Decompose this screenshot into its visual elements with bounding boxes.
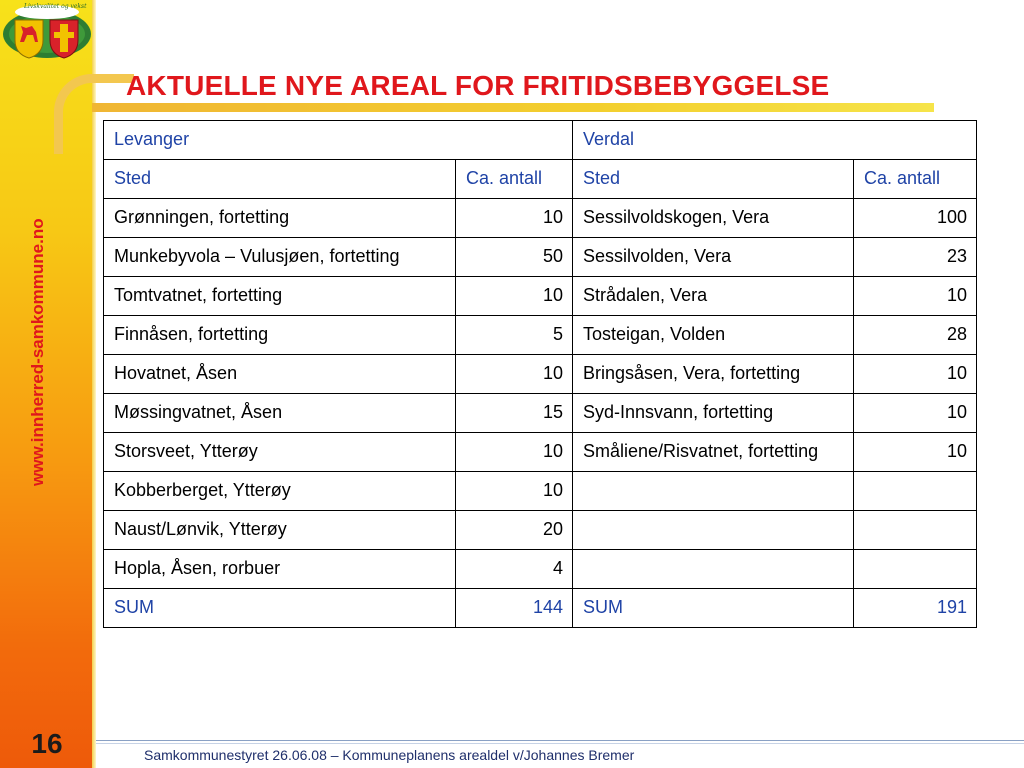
cell-place-left: Munkebyvola – Vulusjøen, fortetting (104, 238, 456, 277)
table-row (104, 238, 977, 277)
cell-count-right: 10 (854, 355, 977, 394)
title-underline (92, 103, 934, 112)
cabin-areas-table (103, 120, 977, 628)
cell-count-right: 100 (854, 199, 977, 238)
header-count-right: Ca. antall (854, 160, 977, 199)
municipality-verdal: Verdal (573, 121, 977, 160)
table-row (104, 316, 977, 355)
cell-place-right (573, 550, 854, 589)
cell-count-right (854, 550, 977, 589)
cell-place-right: Strådalen, Vera (573, 277, 854, 316)
cell-place-right: Småliene/Risvatnet, fortetting (573, 433, 854, 472)
table-row (104, 277, 977, 316)
sum-row (104, 589, 977, 628)
cell-count-right: 10 (854, 433, 977, 472)
cell-count-left: 15 (456, 394, 573, 433)
cell-place-right (573, 511, 854, 550)
cell-count-right: 28 (854, 316, 977, 355)
cell-place-left: Møssingvatnet, Åsen (104, 394, 456, 433)
cell-count-left: 10 (456, 277, 573, 316)
table-row (104, 433, 977, 472)
cell-count-left: 50 (456, 238, 573, 277)
footer-divider (96, 740, 1024, 741)
cell-place-left: Tomtvatnet, fortetting (104, 277, 456, 316)
municipality-header-row (104, 121, 977, 160)
table-row (104, 199, 977, 238)
cell-place-right: Sessilvoldskogen, Vera (573, 199, 854, 238)
cell-count-right (854, 511, 977, 550)
cell-count-left: 4 (456, 550, 573, 589)
footer-divider-secondary (96, 743, 1024, 744)
municipal-logo (2, 2, 92, 60)
cell-place-left: Hopla, Åsen, rorbuer (104, 550, 456, 589)
cell-place-left: Grønningen, fortetting (104, 199, 456, 238)
footer-text: Samkommunestyret 26.06.08 – Kommuneplanens arealdel v/Johannes Bremer (144, 747, 635, 763)
header-count-left: Ca. antall (456, 160, 573, 199)
header-place-right: Sted (573, 160, 854, 199)
sidebar-url: www.innherred-samkommune.no (28, 218, 47, 486)
cell-count-right (854, 472, 977, 511)
cell-place-right: Syd-Innsvann, fortetting (573, 394, 854, 433)
table-row (104, 472, 977, 511)
slide-title: AKTUELLE NYE AREAL FOR FRITIDSBEBYGGELSE (126, 70, 830, 101)
logo-motto: Livskvalitet og vekst (24, 3, 87, 10)
cell-count-right: 10 (854, 277, 977, 316)
cell-count-left: 10 (456, 433, 573, 472)
cell-place-left: Naust/Lønvik, Ytterøy (104, 511, 456, 550)
cell-place-left: Kobberberget, Ytterøy (104, 472, 456, 511)
cell-count-left: 10 (456, 472, 573, 511)
cell-count-left: 5 (456, 316, 573, 355)
cell-count-right: 10 (854, 394, 977, 433)
table-row (104, 550, 977, 589)
table-row (104, 511, 977, 550)
cell-place-right: Bringsåsen, Vera, fortetting (573, 355, 854, 394)
coat-of-arms-icon (2, 2, 92, 60)
sum-value-right: 191 (854, 589, 977, 628)
table-row (104, 394, 977, 433)
cell-place-left: Hovatnet, Åsen (104, 355, 456, 394)
cell-place-right: Sessilvolden, Vera (573, 238, 854, 277)
cell-place-right: Tosteigan, Volden (573, 316, 854, 355)
cell-place-right (573, 472, 854, 511)
column-header-row (104, 160, 977, 199)
table-row (104, 355, 977, 394)
cell-place-left: Finnåsen, fortetting (104, 316, 456, 355)
cell-count-left: 20 (456, 511, 573, 550)
page-number: 16 (31, 728, 63, 759)
municipality-levanger: Levanger (104, 121, 573, 160)
sum-value-left: 144 (456, 589, 573, 628)
cell-place-left: Storsveet, Ytterøy (104, 433, 456, 472)
sum-label-right: SUM (573, 589, 854, 628)
sum-label-left: SUM (104, 589, 456, 628)
cell-count-left: 10 (456, 199, 573, 238)
header-place-left: Sted (104, 160, 456, 199)
cell-count-left: 10 (456, 355, 573, 394)
cell-count-right: 23 (854, 238, 977, 277)
